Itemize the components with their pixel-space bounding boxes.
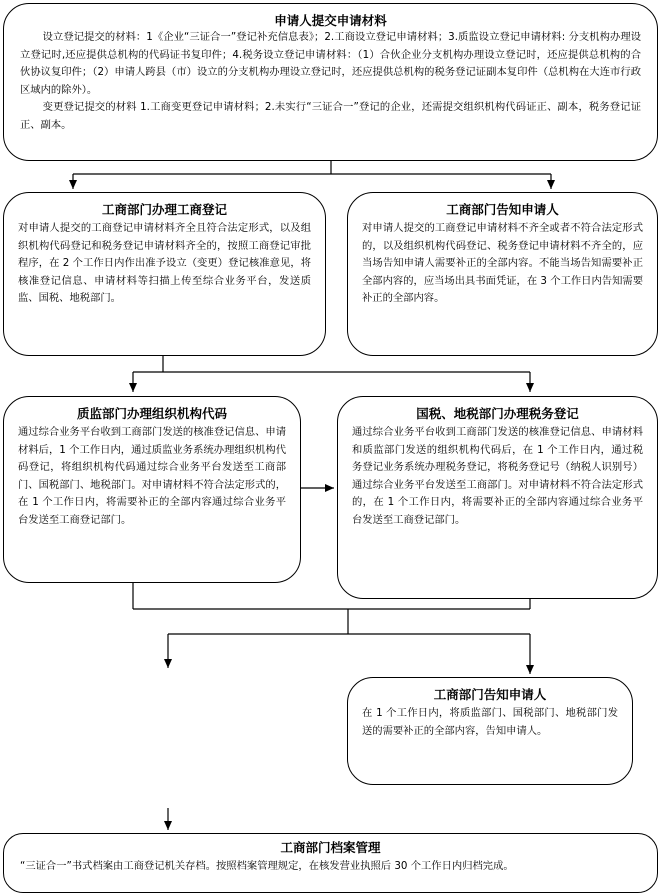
box-text: 在 1 个工作日内，将质监部门、国税部门、地税部门发送的需要补正的全部内容，告知申请人。: [362, 707, 618, 737]
box-title: 工商部门办理工商登记: [101, 202, 227, 217]
archive-management-box: [3, 833, 658, 893]
box-title: 工商部门告知申请人: [446, 202, 559, 217]
submit-materials-box: [3, 3, 658, 161]
box-text: 设立登记提交的材料：1《企业“三证合一”登记补充信息表》；2.工商设立登记申请材料；3.质监设立登记申请材料: 分支机构办理设立登记时,还应提供总机构的代码证书复印件；4.税务设立登记申请材料：（1）合伙企业分支机构办理设立登记时，还应提供总机构的合伙协议复印件；（2）申请人跨县（市）设立的分支机构办理设立登记时，还应提供总机构的税务登记证副本复印件（总机构在大连市行政区域内的除外）。: [20, 31, 641, 96]
box-text: “三证合一”书式档案由工商登记机关存档。按照档案管理规定，在核发营业执照后 30 个工作日内归档完成。: [20, 860, 514, 872]
box-title: 申请人提交申请材料: [274, 13, 387, 28]
box-text: 对申请人提交的工商登记申请材料齐全且符合法定形式，以及组织机构代码登记和税务登记申请材料齐全的，按照工商登记审批程序，在 2 个工作日内作出准予设立（变更）登记核准意见，将核准登记信息、申请材料等扫描上传至综合业务平台，发送质监、国税、地税部门。: [18, 222, 311, 304]
box-title: 国税、地税部门办理税务登记: [416, 406, 579, 421]
aic-notify-applicant-box: [347, 192, 658, 356]
box-text: 变更登记提交的材料 1.工商变更登记申请材料；2.未实行“三证合一”登记的企业，还需提交组织机构代码证正、副本，税务登记证正、副本。: [20, 101, 641, 131]
aic-notify-applicant-box-2: [347, 677, 633, 785]
box-text: 通过综合业务平台收到工商部门发送的核准登记信息、申请材料和质监部门发送的组织机构代码后，在 1 个工作日内，通过税务登记业务系统办理税务登记，将税务登记号（纳税人识别号）通过综合业务平台发送至工商部门。对申请材料不符合法定形式的，在 1 个工作日内，将需要补正的全部内容通过综合业务平台发送至工商登记部门。: [352, 426, 643, 526]
qts-code-box: [3, 396, 301, 583]
aic-register-box: [3, 192, 326, 356]
box-text: 对申请人提交的工商登记申请材料不齐全或者不符合法定形式的，以及组织机构代码登记、税务登记申请材料不齐全的，应当场告知申请人需要补正的全部内容。不能当场告知需要补正全部内容的，应当场出具书面凭证，在 3 个工作日内告知需要补正的全部内容。: [362, 222, 643, 304]
box-text: 通过综合业务平台收到工商部门发送的核准登记信息、申请材料后，1 个工作日内，通过质监业务系统办理组织机构代码登记，将组织机构代码通过综合业务平台发送至工商部门、国税部门、地税部门。对申请材料不符合法定形式的，在 1 个工作日内，将需要补正的全部内容通过综合业务平台发送至工商登记部门。: [18, 426, 286, 526]
box-title: 质监部门办理组织机构代码: [76, 406, 227, 421]
tax-register-box: [337, 396, 658, 599]
box-title: 工商部门告知申请人: [433, 687, 547, 702]
box-title: 工商部门档案管理: [280, 840, 381, 855]
